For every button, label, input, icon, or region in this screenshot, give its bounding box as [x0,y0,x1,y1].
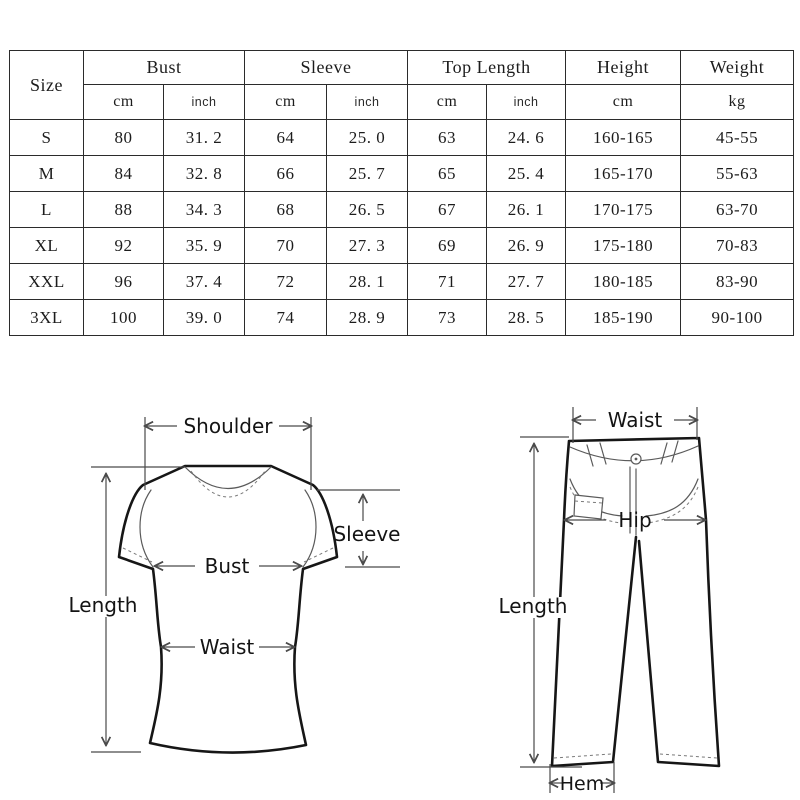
sleeve-label: Sleeve [333,522,401,546]
cell: 31. 2 [164,120,245,156]
cell: 55-63 [681,156,794,192]
header-row-groups [10,51,794,85]
cell: 185-190 [566,300,681,336]
collar-outer-line [185,467,271,489]
cell: 100 [84,300,164,336]
table-row-m [10,156,794,192]
cell: 32. 8 [164,156,245,192]
table-row-3xl [10,300,794,336]
cell: 25. 0 [327,120,408,156]
shoulder-label: Shoulder [183,414,273,438]
cell: 24. 6 [487,120,566,156]
cell: 63-70 [681,192,794,228]
cell: 63 [408,120,487,156]
tshirt-measurement-diagram [55,395,415,795]
cell: 66 [245,156,327,192]
col-header-height: Height [566,51,681,85]
cell: 83-90 [681,264,794,300]
size-cell: 3XL [10,300,84,336]
size-cell: M [10,156,84,192]
bust-label: Bust [204,554,250,578]
unit-weight-kg: kg [681,85,794,120]
pants-measurement-diagram [470,395,800,800]
cell: 70-83 [681,228,794,264]
cell: 35. 9 [164,228,245,264]
header-row-units [10,85,794,120]
sleeve-dimension [317,490,401,567]
cell: 72 [245,264,327,300]
cell: 180-185 [566,264,681,300]
cell: 28. 9 [327,300,408,336]
cell: 64 [245,120,327,156]
col-header-sleeve: Sleeve [245,51,408,85]
cell: 71 [408,264,487,300]
size-cell: XL [10,228,84,264]
shoulder-dimension [145,414,311,490]
cell: 25. 4 [487,156,566,192]
cell: 92 [84,228,164,264]
right-pocket-curve [646,479,698,516]
size-cell: S [10,120,84,156]
cell: 73 [408,300,487,336]
bust-dimension [155,554,301,578]
cell: 28. 5 [487,300,566,336]
cell: 34. 3 [164,192,245,228]
cell: 90-100 [681,300,794,336]
cell: 175-180 [566,228,681,264]
cell: 28. 1 [327,264,408,300]
size-chart-table [9,50,794,336]
cell: 26. 9 [487,228,566,264]
right-hem-stitch [660,754,717,758]
tshirt-outline [119,466,337,753]
table-row-l [10,192,794,228]
cell: 68 [245,192,327,228]
cell: 165-170 [566,156,681,192]
cell: 96 [84,264,164,300]
size-cell: L [10,192,84,228]
pants-length-label: Length [498,594,568,618]
hip-label: Hip [618,508,652,532]
left-arm-seam [140,490,153,567]
table-row-s [10,120,794,156]
unit-sleeve-cm: cm [245,85,327,120]
cell: 26. 5 [327,192,408,228]
cell: 39. 0 [164,300,245,336]
shirt-waist-dimension [162,635,294,659]
col-header-top-length: Top Length [408,51,566,85]
cell: 170-175 [566,192,681,228]
unit-height-cm: cm [566,85,681,120]
pants-waist-label: Waist [607,408,663,432]
col-header-size: Size [10,51,84,120]
coin-pocket [574,495,603,519]
left-hem-stitch [554,754,611,758]
shirt-waist-label: Waist [199,635,255,659]
cell: 74 [245,300,327,336]
unit-top-length-cm: cm [408,85,487,120]
cell: 70 [245,228,327,264]
cell: 67 [408,192,487,228]
table-row-xl [10,228,794,264]
cell: 65 [408,156,487,192]
cell: 27. 3 [327,228,408,264]
cell: 25. 7 [327,156,408,192]
collar-stitch-line [191,471,265,497]
unit-bust-inch: inch [164,85,245,120]
cell: 45-55 [681,120,794,156]
cell: 26. 1 [487,192,566,228]
hem-label: Hem [559,773,605,795]
col-header-bust: Bust [84,51,245,85]
table-row-xxl [10,264,794,300]
right-belt-loop [661,441,678,464]
cell: 88 [84,192,164,228]
cell: 80 [84,120,164,156]
unit-sleeve-inch: inch [327,85,408,120]
cell: 27. 7 [487,264,566,300]
col-header-weight: Weight [681,51,794,85]
left-belt-loop [587,443,606,466]
cell: 160-165 [566,120,681,156]
right-arm-seam [303,490,316,567]
button-hole [635,458,638,461]
unit-top-length-inch: inch [487,85,566,120]
cell: 84 [84,156,164,192]
shirt-length-dimension [69,467,185,752]
shirt-length-label: Length [68,593,138,617]
size-cell: XXL [10,264,84,300]
pants-length-dimension [498,437,582,767]
cell: 37. 4 [164,264,245,300]
unit-bust-cm: cm [84,85,164,120]
cell: 69 [408,228,487,264]
